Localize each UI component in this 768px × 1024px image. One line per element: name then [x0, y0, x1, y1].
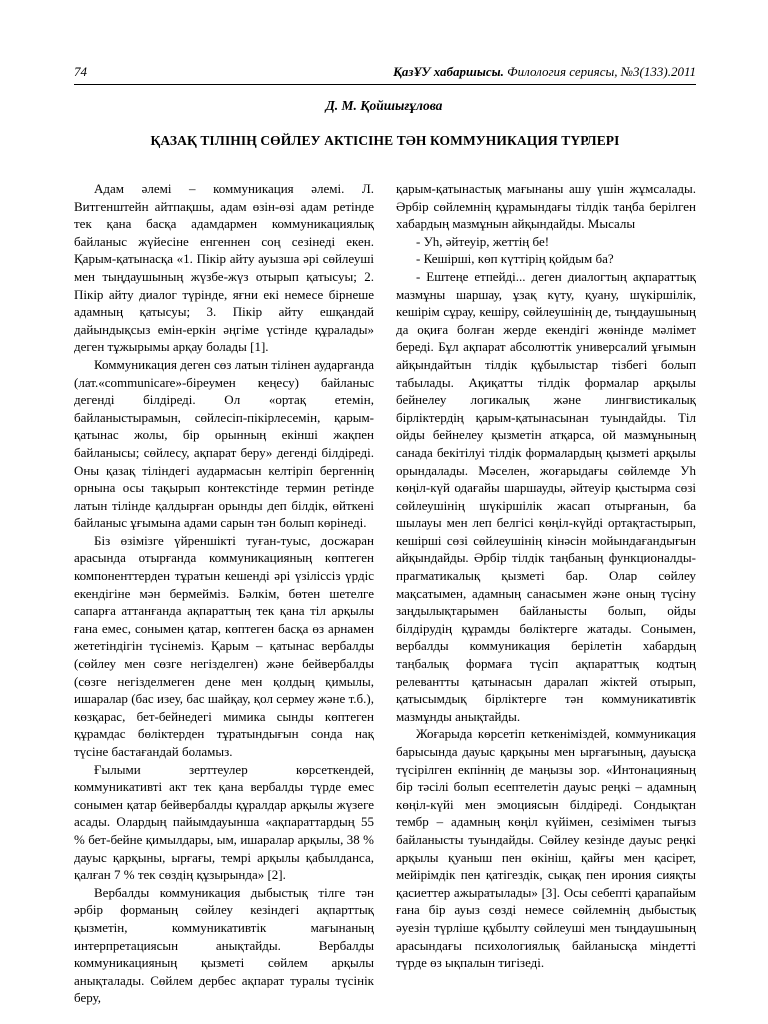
paragraph: Біз өзімізге үйреншікті туған-туыс, досжаран арасында отырғанда коммуникацияның көптеген компоненттерден тұратын кешенді әрі үзіліссіз үрдіс екендігіне мән бермейміз. Бәлкім, бөтен шетелге сапарға аттанғанда ақпараттың тек қана тіл арқылы ғана емес, сонымен қатар, көптеген басқа өз арнамен жететіндігін түсінеміз. Қарым – қатынас вербалды (сөйлеу мен сөзге негізделген) және бейвербалды (сөзге негізделмеген дене мен қолдың қимылы, ишаралар (бас изеу, бас шайқау, қол сермеу және т.б.), көзқарас, бет-бейнедегі мимика сынды көптеген құрамдас бөліктерден тұратындығын сонда нақ түсіне бастағандай боламыз. [74, 532, 374, 759]
paragraph: қарым-қатынастық мағынаны ашу үшін жұмсалады. Әрбір сөйлемнің құрамындағы тілдік таңба берілген хабардың мазмұнын айқындайды. Мысалы [396, 181, 696, 232]
journal-series: Филология сериясы, №3(133).2011 [503, 64, 696, 79]
article-author: Д. М. Қойшығұлова [325, 98, 443, 113]
header-divider [74, 84, 696, 85]
paragraph: Вербалды коммуникация дыбыстық тілге тән әрбір форманың сөйлеу кезіндегі ақпарттық қызметін, коммуникативтік мағынаның интерпретациясын анықтайды. Вербалды коммуникацияның қызметі сөйлем арқылы анықталады. Сөйлем дербес ақпарат туралы түсінік беру, [74, 884, 374, 1006]
journal-name: ҚазҰУ хабаршысы. [393, 64, 504, 79]
paragraph: Ғылыми зерттеулер көрсеткендей, коммуникативті акт тек қана вербалды түрде емес сонымен қатар бейвербалды құралдар арқылы жүзеге асады. Олардың пайымдауынша «ақпараттардың 55 % бет-бейне қимылдары, ым, ишаралар арқылы, 38 % дауыс қарқыны, ырғағы, темрі арқылы қабылданса, қалған 7 % тек сөздің құзырында» [2]. [74, 761, 374, 883]
article-title: ҚАЗАҚ ТІЛІНІҢ СӨЙЛЕУ АКТІСІНЕ ТӘН КОММУНИКАЦИЯ ТҮРЛЕРІ [150, 133, 620, 148]
journal-citation [393, 64, 696, 80]
page-number: 74 [74, 64, 87, 79]
running-header [74, 64, 696, 82]
dialogue-line: - Уһ, әйтеуір, жеттің бе! [416, 233, 550, 249]
paragraph: Адам әлемі – коммуникация әлемі. Л. Витгенштейн айтпақшы, адам өзін-өзі адам ретінде тек қана басқа адамдармен коммуникациялық байланыс жүйесіне енгеннен соң сезінеді екен. Қарым-қатынасқа «1. Пікір айту ауызша әрі сөйлеуші мен тыңдаушының жүзбе-жүз отырып қатысуы; 2. Пікір айту диалог түрінде, яғни екі немесе бірнеше адамның қатысуы; 3. Пікір айту ешқандай дайындықсыз емін-еркін әңгіме үстінде құралады» деген тұжырымы арқау болады [1]. [74, 181, 374, 355]
paragraph: Жоғарыда көрсетіп кеткеніміздей, коммуникация барысында дауыс қарқыны мен ырғағының, дауысқа түсірілген екпіннің де маңызы зор. «Интонацияның бір тәсілі болып есептелетін дауыс реңкі – адамның көңіл-күйі мен эмоциясын білдіреді. Сондықтан тембр – адамның көңіл күйімен, сезімімен тығыз байланысты туындайды. Сөйлеу кезінде дауыс реңкі арқылы қуаныш пен өкініш, қайғы мен қасірет, мейірімдік пен қатігездік, сықақ пен ирония сияқты қасиеттер ажыратылады» [3]. Осы себепті қарапайым ғана бір ауыз сөзді немесе сөйлемнің дыбыстық әуезін түрліше құбылту сөйлеуші мен тыңдаушының арасындағы психологиялық байланысқа міндетті түрде өз ықпалын тигізеді. [396, 726, 696, 971]
dialogue-line: - Ештеңе етпейді... деген диалогтың ақпараттық мазмұны шаршау, ұзақ күту, қуану, шүкіршілік, кешірім сұрау, кешіру, сөйлеушінің де, тыңдаушының да оқиға болған жерде екендігі жөнінде мәлімет береді. Бұл ақпарат абсолюттік универсалий ұғымын айқындайтын тілдік құбылыстар тізбегі болып табылады. Ақиқатты тілдік формалар арқылы бейнелеу логикалық және лингвистикалық бірліктердің қарым-қатынасынан туындайды. Тіл ойды бейнелеу қызметін атқарса, ой мазмұнының санада бекітілуі тілдік формалардың қызметі арқылы орындалады. Мәселен, жоғарыдағы сөйлемде Уһ көңіл-күй одағайы шаршауды, әйтеуір қыстырма сөзі сөйлеушінің шүкіршілік жасап отырғанын, ба шылауы мен леп белгісі көңіл-күйді ортақтастырып, кешірші сөзі сөйлеушінің кінәсін мойындағандығын айқындайды. Әрбір тілдік таңбаның функционалды-прагматикалық қызметі бар. Олар сөйлеу мақсатымен, адамның санасымен және оның түсіну заңдылықтарымен байланысты болып, ойды білдірудің құрамды бөліктерге жатады. Сонымен, вербалды коммуникация берілетін хабардың таңбалық формаға түсіп ақпараттық кодтың релевантты қатынасын даралап жіктей отырып, қатысымдық бірліктерге тән коммуникативтік мазмұнды анықтайды. [396, 268, 696, 724]
right-column [396, 180, 696, 972]
dialogue-line: - Кешірші, көп күттірің қойдым ба? [416, 251, 614, 267]
paragraph: Коммуникация деген сөз латын тілінен аударғанда (лат.«communicare»-біреумен кеңесу) байланыс дегенді білдіреді. Ол «ортақ етемін, байланыстырамын, сөйлесіп-пікірлесемін, қарым-қатынас жолы, бір орынның екінші жақпен байланысы; сөйлесу, ақпарат беру» дегенді білдіреді. Оны қазақ тіліндегі аудармасын келтіріп бергеннің орнына осы тақырып контекстінде термин ретінде латын тілінде қалдырған орынды деп білдік, өйткені байланыс ұғымына адами сарын тән болып көрінеді. [74, 356, 374, 531]
left-column [74, 180, 374, 1007]
